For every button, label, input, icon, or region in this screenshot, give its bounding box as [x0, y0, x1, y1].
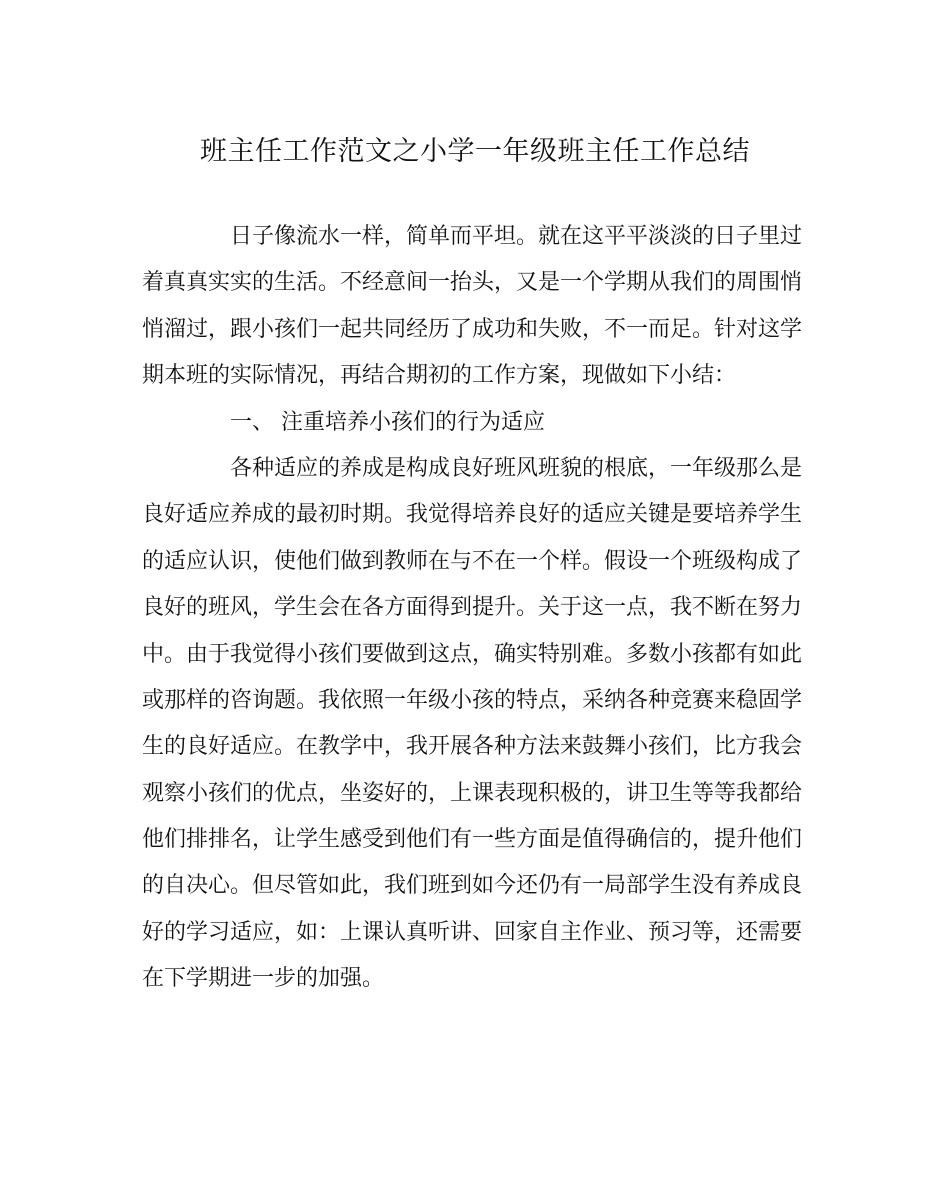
paragraph-2-line-10: 的自决心。但尽管如此，我们班到如今还仍有一局部学生没有养成良	[142, 873, 803, 899]
paragraph-2-line-12: 在下学期进一步的加强。	[142, 966, 385, 992]
paragraph-2-line-7: 生的良好适应。在教学中，我开展各种方法来鼓舞小孩们，比方我会	[142, 734, 803, 760]
paragraph-2-line-5: 中。由于我觉得小孩们要做到这点，确实特别难。多数小孩都有如此	[142, 641, 803, 667]
paragraph-2-line-9: 他们排排名，让学生感受到他们有一些方面是值得确信的，提升他们	[142, 827, 803, 853]
paragraph-2-line-3: 的适应认识，使他们做到教师在与不在一个样。假设一个班级构成了	[142, 548, 803, 574]
paragraph-2-line-1: 各种适应的养成是构成良好班风班貌的根底，一年级那么是	[230, 455, 803, 481]
paragraph-2-line-6: 或那样的咨询题。我依照一年级小孩的特点，采纳各种竞赛来稳固学	[142, 687, 803, 713]
paragraph-1-line-3: 悄溜过，跟小孩们一起共同经历了成功和失败，不一而足。针对这学	[142, 316, 803, 342]
paragraph-1-line-2: 着真真实实的生活。不经意间一抬头，又是一个学期从我们的周围悄	[142, 270, 803, 296]
paragraph-2-line-11: 好的学习适应，如：上课认真听讲、回家自主作业、预习等，还需要	[142, 919, 803, 945]
document-title: 班主任工作范文之小学一年级班主任工作总结	[200, 136, 750, 167]
section-heading-1: 一、 注重培养小孩们的行为适应	[230, 409, 545, 435]
document-body	[142, 214, 803, 1003]
paragraph-1-line-4: 期本班的实际情况，再结合期初的工作方案，现做如下小结：	[142, 363, 737, 389]
paragraph-2-line-2: 良好适应养成的最初时期。我觉得培养良好的适应关键是要培养学生	[142, 502, 803, 528]
paragraph-2-line-4: 良好的班风，学生会在各方面得到提升。关于这一点，我不断在努力	[142, 595, 803, 621]
paragraph-2-line-8: 观察小孩们的优点，坐姿好的，上课表现积极的，讲卫生等等我都给	[142, 780, 803, 806]
paragraph-1-line-1: 日子像流水一样，简单而平坦。就在这平平淡淡的日子里过	[230, 224, 803, 249]
